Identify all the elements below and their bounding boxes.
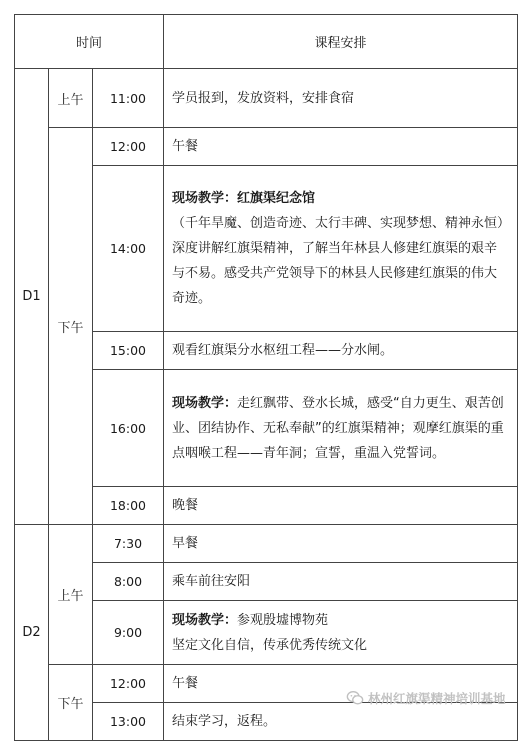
header-schedule: 课程安排 (164, 15, 518, 69)
watermark (346, 689, 506, 707)
watermark-text: 林州红旗渠精神培训基地 (368, 691, 506, 706)
table-row (15, 69, 518, 128)
schedule-cell: 午餐 (164, 128, 518, 166)
time-cell: 12:00 (93, 665, 164, 703)
activity-description: 深度讲解红旗渠精神，了解当年林县人修建红旗渠的艰辛与不易。感受共产党领导下的林县人民修建红旗渠的伟大奇迹。 (172, 241, 498, 306)
time-cell: 15:00 (93, 332, 164, 370)
time-cell: 13:00 (93, 703, 164, 741)
time-cell: 16:00 (93, 370, 164, 487)
time-cell: 7:30 (93, 525, 164, 563)
activity-title: 现场教学： (172, 612, 238, 628)
schedule-cell: 学员报到，发放资料，安排食宿 (164, 69, 518, 128)
header-time: 时间 (15, 15, 164, 69)
period-pm: 下午 (49, 665, 93, 741)
schedule-cell: 晚餐 (164, 487, 518, 525)
time-cell: 18:00 (93, 487, 164, 525)
activity-title-rest: 参观殷墟博物苑 (237, 612, 329, 628)
schedule-cell (164, 601, 518, 665)
day-label: D1 (15, 69, 49, 525)
time-cell: 8:00 (93, 563, 164, 601)
activity-subtitle: （千年旱魔、创造奇迹、太行丰碑、实现梦想、精神永恒） (172, 216, 511, 231)
schedule-cell (164, 370, 518, 487)
schedule-table (14, 14, 518, 741)
time-cell: 9:00 (93, 601, 164, 665)
period-pm: 下午 (49, 128, 93, 525)
table-row (15, 128, 518, 166)
wechat-icon (346, 689, 364, 707)
time-cell: 12:00 (93, 128, 164, 166)
period-am: 上午 (49, 525, 93, 665)
table-row (15, 525, 518, 563)
schedule-cell (164, 166, 518, 332)
time-cell: 11:00 (93, 69, 164, 128)
schedule-cell: 观看红旗渠分水枢纽工程——分水闸。 (164, 332, 518, 370)
time-cell: 14:00 (93, 166, 164, 332)
schedule-cell: 早餐 (164, 525, 518, 563)
activity-title: 现场教学： (172, 395, 238, 411)
schedule-cell: 午餐 (164, 665, 518, 703)
schedule-cell: 乘车前往安阳 (164, 563, 518, 601)
schedule-cell: 结束学习，返程。 (164, 703, 518, 741)
activity-description: 坚定文化自信，传承优秀传统文化 (172, 637, 368, 653)
header-row (15, 15, 518, 69)
activity-description: 走红飘带、登水长城，感受“自力更生、艰苦创业、团结协作、无私奉献”的红旗渠精神；观摩红旗渠的重点咽喉工程——青年洞；宣誓，重温入党誓词。 (172, 395, 504, 461)
period-am: 上午 (49, 69, 93, 128)
activity-title: 现场教学：红旗渠纪念馆 (172, 191, 316, 206)
day-label: D2 (15, 525, 49, 741)
